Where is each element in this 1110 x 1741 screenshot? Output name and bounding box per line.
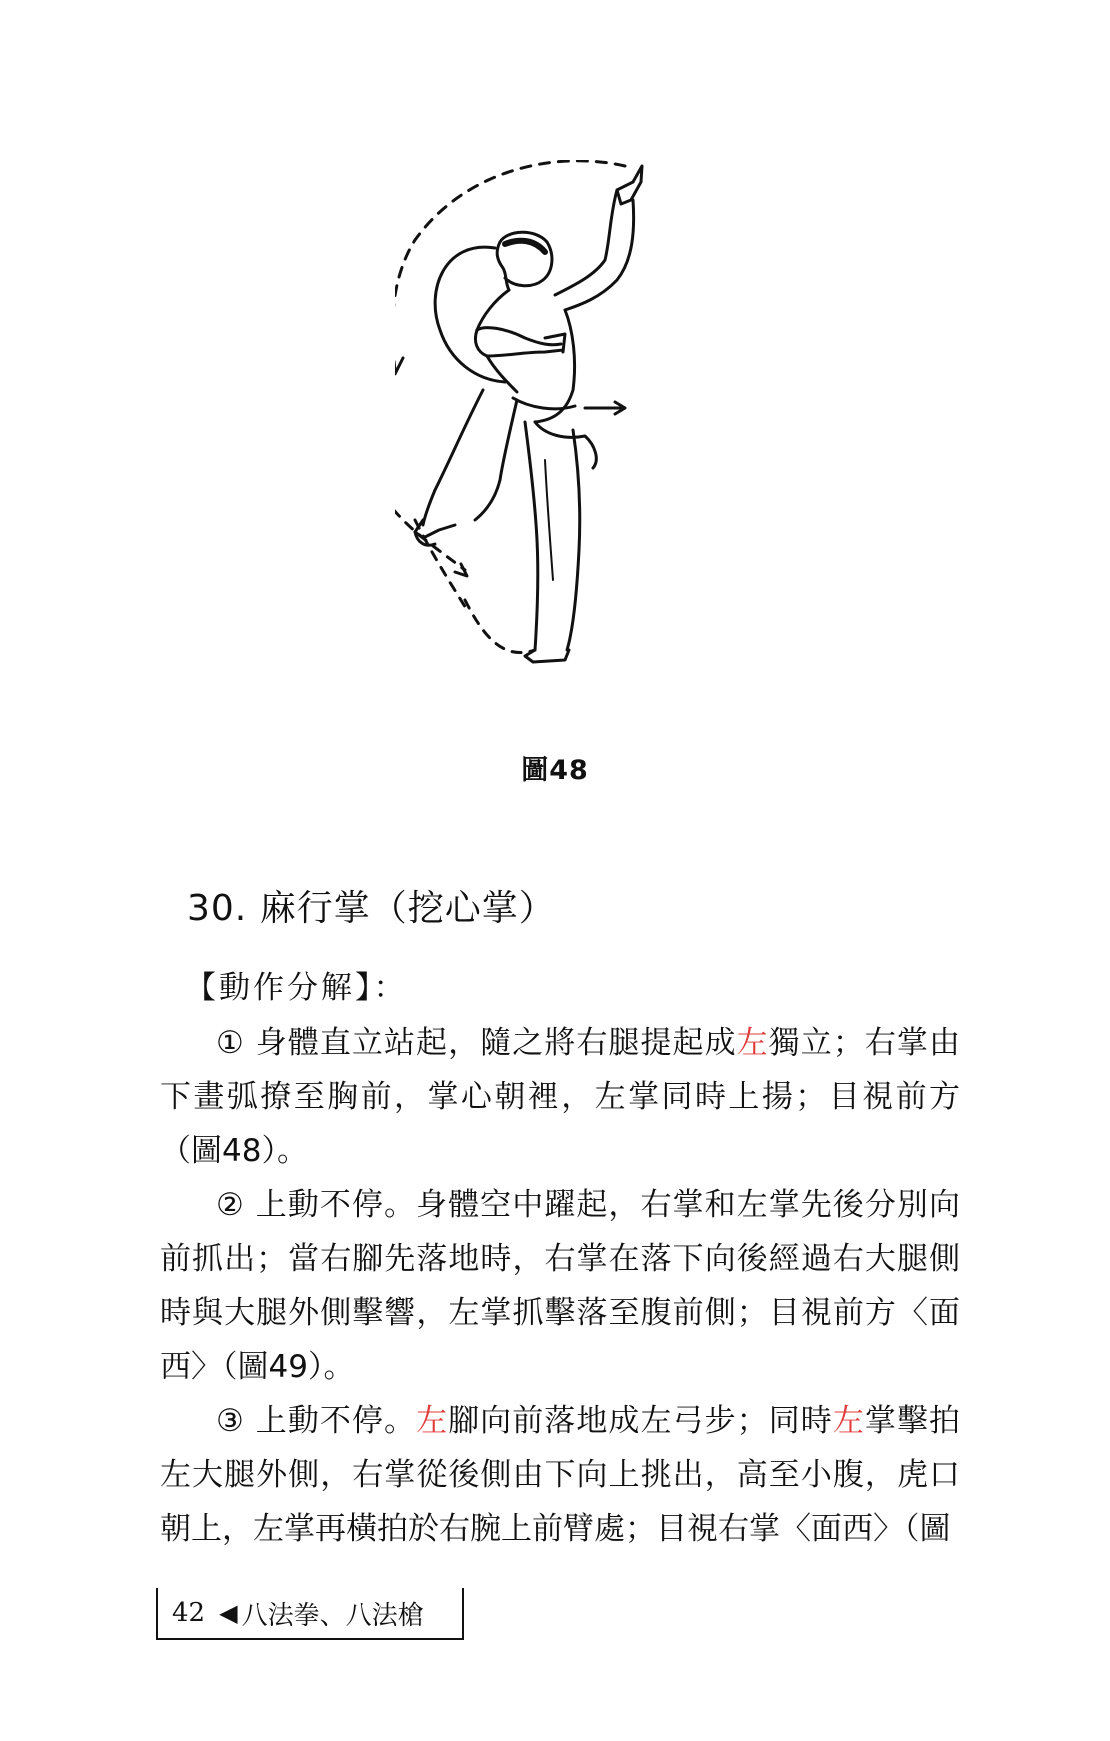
body-text	[160, 1016, 960, 1556]
text-span: ② 上動不停。身體空中躍起，右掌和左掌先後分別向前抓出；當右腳先落地時，右掌在落下向後經過右大腿側時與大腿外側擊響，左掌抓擊落至腹前側；目視前方〈面西〉（圖49）。	[160, 1187, 960, 1385]
highlighted-text: 左	[736, 1025, 769, 1061]
martial-arts-illustration	[395, 160, 725, 740]
book-title: 八法拳、八法槍	[241, 1600, 424, 1631]
left-arrow-icon: ◀	[219, 1599, 238, 1627]
highlighted-text: 左	[832, 1403, 865, 1439]
text-span: ① 身體直立站起，隨之將右腿提起成	[216, 1025, 737, 1061]
section-title: 30. 麻行掌（挖心掌）	[187, 888, 556, 929]
highlighted-text: 左	[416, 1403, 449, 1439]
text-span: 腳向前落地成左弓步；同時	[448, 1403, 833, 1439]
movement-breakdown-heading: 【動作分解】：	[185, 970, 408, 1006]
figure-caption: 圖48	[521, 755, 589, 786]
text-span: 獨立；右掌由下畫弧撩至胸前，掌心朝裡，左掌同時上揚；目視前方（圖48）。	[160, 1025, 960, 1169]
step-2-paragraph	[160, 1178, 960, 1394]
step-3-paragraph	[160, 1394, 960, 1556]
page-footer	[156, 1588, 464, 1640]
text-span: 掌擊拍左大腿外側，右掌從後側由下向上挑出，高至小腹，虎口朝上，左掌再橫拍於右腕上前臂處；目視右掌〈面西〉（圖	[160, 1403, 961, 1547]
step-1-paragraph	[160, 1016, 960, 1178]
page-number: 42	[172, 1598, 206, 1628]
text-span: ③ 上動不停。	[216, 1403, 417, 1439]
